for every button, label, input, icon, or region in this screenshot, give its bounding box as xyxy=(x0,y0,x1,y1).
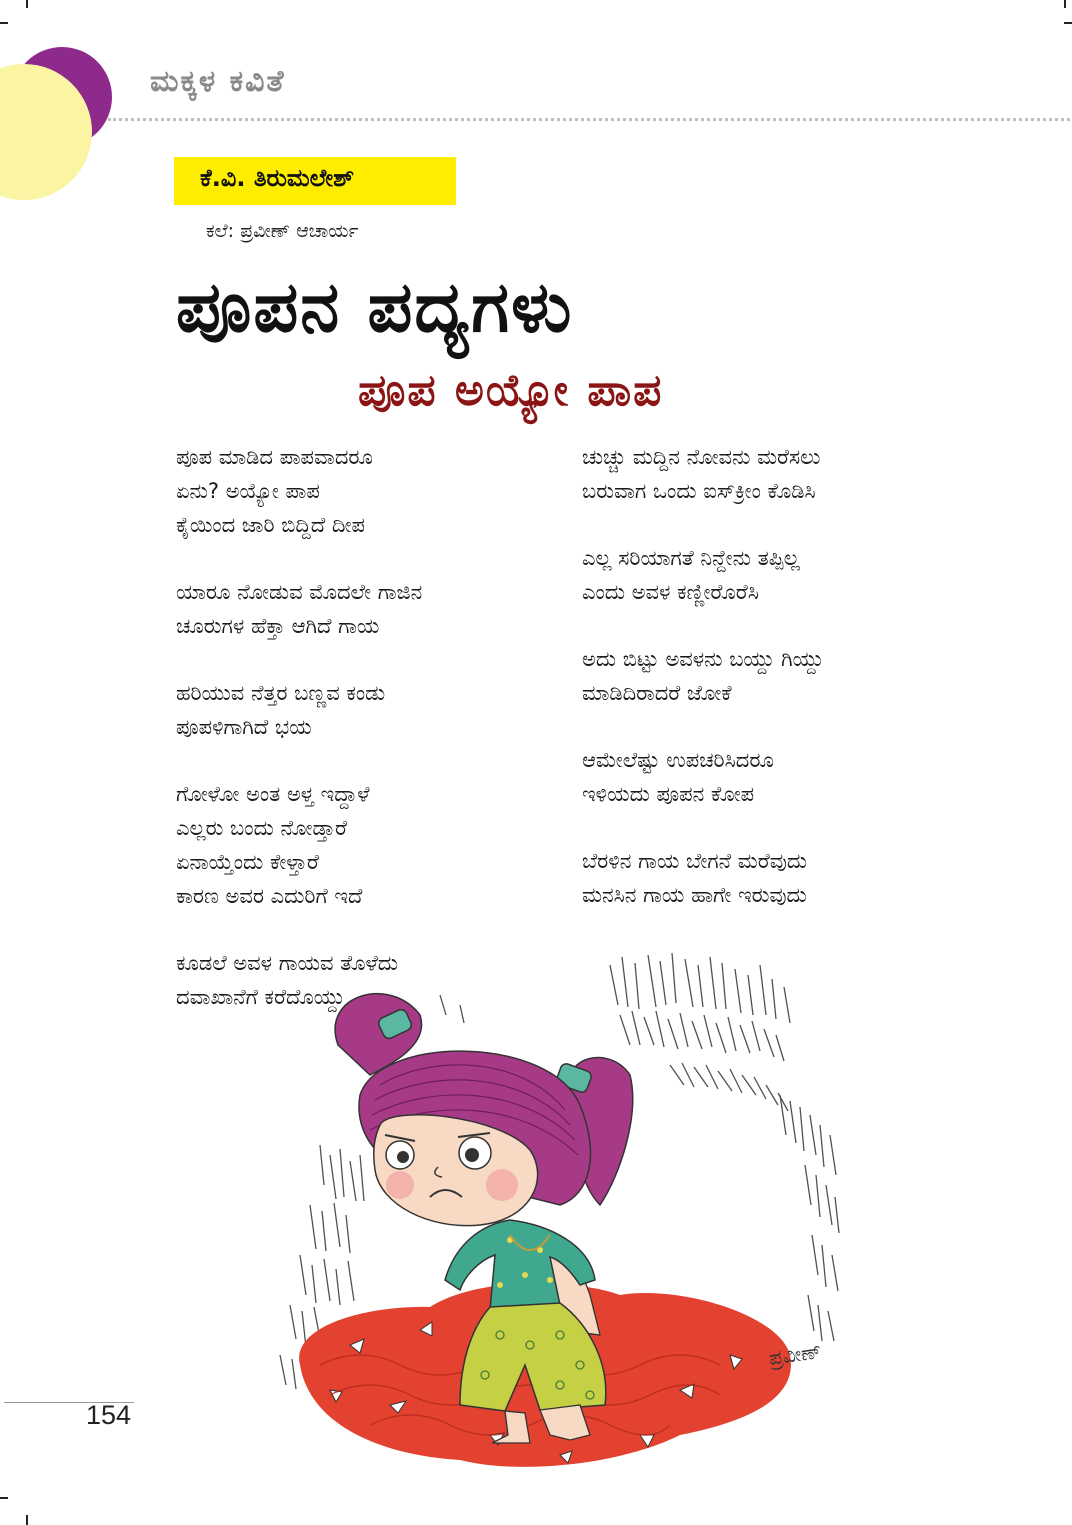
poem-line: ಎಲ್ಲ ಸರಿಯಾಗತೆ ನಿನ್ದೇನು ತಪ್ಪಿಲ್ಲ xyxy=(582,546,800,570)
stanza xyxy=(582,844,1042,912)
stanza xyxy=(582,440,1042,508)
stanza xyxy=(582,642,1042,710)
poem-line: ಹರಿಯುವ ನೆತ್ತರ ಬಣ್ಣವ ಕಂಡು xyxy=(176,681,386,705)
poem-line: ಗೋಳೋ ಅಂತ ಅಳ್ತ ಇದ್ದಾಳೆ xyxy=(176,782,370,806)
stanza xyxy=(176,777,556,913)
crop-mark xyxy=(26,0,28,8)
stanza xyxy=(176,440,556,542)
crop-mark xyxy=(1064,22,1072,24)
poem-line: ಕಾರಣ ಅವರ ಎದುರಿಗೆ ಇದೆ xyxy=(176,884,363,908)
girl-illustration xyxy=(260,935,880,1505)
poem-title: ಪೂಪನ ಪದ್ಯಗಳು xyxy=(176,266,574,348)
page-number: 154 xyxy=(86,1400,132,1430)
poem-line: ಏನಾಯ್ತೆಂದು ಕೇಳ್ತಾರೆ xyxy=(176,850,319,874)
poem-line: ಇಳಿಯದು ಪೂಪನ ಕೋಪ xyxy=(582,782,755,806)
poem-column-right xyxy=(582,440,1042,945)
poem-line: ಬೆರಳಿನ ಗಾಯ ಬೇಗನೆ ಮರೆವುದು xyxy=(582,849,808,873)
poem-line: ಕೈಯಿಂದ ಜಾರಿ ಬಿದ್ದಿದೆ ದೀಪ xyxy=(176,513,365,537)
dotted-divider xyxy=(108,118,1070,121)
section-title: ಮಕ್ಕಳ ಕವಿತೆ xyxy=(150,64,286,99)
poem-line: ಪೂಪಳಿಗಾಗಿದೆ ಭಯ xyxy=(176,715,312,739)
poem-line: ಪೂಪ ಮಾಡಿದ ಪಾಪವಾದರೂ xyxy=(176,445,373,469)
poem-line: ಆಮೇಲೆಷ್ಟು ಉಪಚರಿಸಿದರೂ xyxy=(582,748,774,772)
poem-line: ಚುಚ್ಚು ಮದ್ದಿನ ನೋವನು ಮರೆಸಲು xyxy=(582,445,821,469)
stanza xyxy=(582,743,1042,811)
author-name: ಕೆ.ವಿ. ತಿರುಮಲೇಶ್ xyxy=(200,164,355,192)
stanza xyxy=(176,676,556,744)
artist-credit: ಕಲೆ: ಪ್ರವೀಣ್ ಆಚಾರ್ಯ xyxy=(206,220,359,242)
corner-circles-decoration xyxy=(0,0,130,230)
crop-mark xyxy=(1064,0,1066,8)
poem-line: ಕೂಡಲೆ ಅವಳ ಗಾಯವ ತೊಳೆದು xyxy=(176,951,399,975)
poem-line: ಎಲ್ಲರು ಬಂದು ನೋಡ್ತಾರೆ xyxy=(176,816,347,840)
crop-mark xyxy=(0,22,8,24)
poem-line: ಚೂರುಗಳ ಹೆಕ್ತಾ ಆಗಿದೆ ಗಾಯ xyxy=(176,614,380,638)
poem-line: ಮನಸಿನ ಗಾಯ ಹಾಗೇ ಇರುವುದು xyxy=(582,883,807,907)
poem-line: ಮಾಡಿದಿರಾದರೆ ಜೋಕೆ xyxy=(582,681,732,705)
poem-line: ಬರುವಾಗ ಒಂದು ಐಸ್‌ಕ್ರೀಂ ಕೊಡಿಸಿ xyxy=(582,479,816,503)
poem-line: ಏನು? ಅಯ್ಯೋ ಪಾಪ xyxy=(176,479,320,503)
crop-mark xyxy=(26,1515,28,1525)
stanza xyxy=(582,541,1042,609)
stanza xyxy=(176,575,556,643)
poem-line: ದವಾಖಾನೆಗೆ ಕರೆದೊಯ್ದು xyxy=(176,985,345,1009)
artist-signature: ಪ್ರವೀಣ್ xyxy=(767,1338,823,1370)
poem-line: ಯಾರೂ ನೋಡುವ ಮೊದಲೇ ಗಾಜಿನ xyxy=(176,580,423,604)
poem-subtitle: ಪೂಪ ಅಯ್ಯೋ ಪಾಪ xyxy=(358,365,664,416)
poem-line: ಅದು ಬಿಟ್ಟು ಅವಳನು ಬಯ್ದು ಗಿಯ್ದು xyxy=(582,647,824,671)
poem-line: ಎಂದು ಅವಳ ಕಣ್ಣೀರೊರೆಸಿ xyxy=(582,580,759,604)
crop-mark xyxy=(0,1497,8,1499)
